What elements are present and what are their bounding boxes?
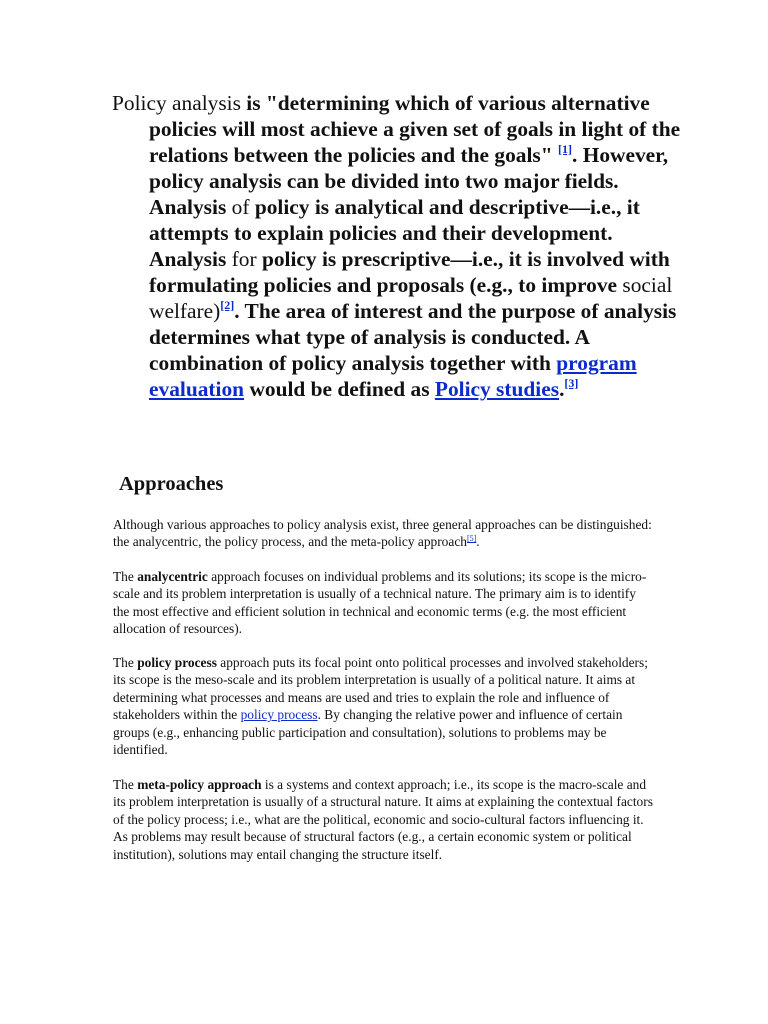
analycentric-text: approach focuses on individual problems and its solutions; its scope is the micro-scale and its problem interpretation is usually of a technical nature. The primary aim is to identify the most effective and efficient solution in technical and economic terms (e.g. the most efficient allocation of resources). [113, 569, 647, 637]
reference-5[interactable] [467, 534, 476, 543]
meta-policy-paragraph [113, 776, 653, 863]
analycentric-the: The [113, 569, 134, 584]
reference-5-link[interactable]: [5] [466, 534, 477, 544]
intro-end: . [476, 534, 480, 550]
policy-process-the: The [113, 655, 134, 670]
policy-process-term: policy process [137, 655, 217, 670]
lead-period: . [559, 377, 565, 401]
reference-2[interactable] [220, 298, 234, 312]
lead-for-word: for [231, 247, 257, 271]
program-evaluation-link[interactable]: program evaluation [149, 351, 637, 401]
reference-3[interactable] [564, 376, 578, 390]
lead-text-2: . However, policy analysis can be divided into two major fields. Analysis [149, 143, 669, 219]
reference-1[interactable] [558, 142, 572, 156]
intro-text: Although various approaches to policy analysis exist, three general approaches can be distinguished: the analycentric, the policy process, and the meta-policy approach [113, 517, 652, 550]
lead-social-welfare: social welfare) [149, 273, 673, 323]
lead-paragraph [112, 90, 689, 402]
policy-process-text-2: . By changing the relative power and influence of certain groups (e.g., enhancing public participation and consultation), solutions to problems may be identified. [113, 707, 623, 758]
policy-studies-link[interactable]: Policy studies [434, 377, 560, 401]
reference-3-link[interactable]: [3] [564, 376, 579, 390]
approaches-heading: Approaches [119, 473, 224, 495]
lead-text-6: would be defined as [249, 377, 430, 401]
analycentric-term: analycentric [137, 569, 208, 584]
meta-policy-term: meta-policy approach [137, 777, 262, 792]
intro-paragraph [113, 516, 653, 551]
lead-text-3: policy is analytical and descriptive—i.e., it attempts to explain policies and their development. Analysis [149, 195, 640, 271]
policy-process-link[interactable]: policy process [240, 707, 318, 723]
analycentric-paragraph [113, 568, 653, 638]
reference-1-link[interactable]: [1] [558, 142, 572, 156]
lead-of-word: of [231, 195, 250, 219]
reference-2-link[interactable]: [2] [220, 298, 235, 312]
meta-policy-text: is a systems and context approach; i.e., its scope is the macro-scale and its problem interpretation is usually of a structural nature. It aims at explaining the contextual factors of the policy process; i.e., what are the political, economic and socio-cultural factors influencing it. As problems may result because of structural factors (e.g., a certain economic system or political institution), solutions may entail changing the structure itself. [113, 777, 653, 862]
policy-process-text-1: approach puts its focal point onto political processes and involved stakeholders; its scope is the meso-scale and its problem interpretation is usually of a political nature. It aims at determining what processes and means are used and tries to explain the role and influence of stakeholders within the [113, 655, 648, 723]
meta-policy-the: The [113, 777, 134, 792]
lead-text-5: . The area of interest and the purpose of analysis determines what type of analysis is conducted. A combination of policy analysis together with [149, 299, 677, 375]
policy-process-paragraph [113, 654, 653, 758]
lead-definition: is "determining which of various alternative policies will most achieve a given set of goals in light of the relations between the policies and the goals" [149, 91, 681, 167]
lead-text-4: policy is prescriptive—i.e., it is involved with formulating policies and proposals (e.g., to improve [149, 247, 670, 297]
lead-term: Policy analysis [112, 91, 241, 115]
